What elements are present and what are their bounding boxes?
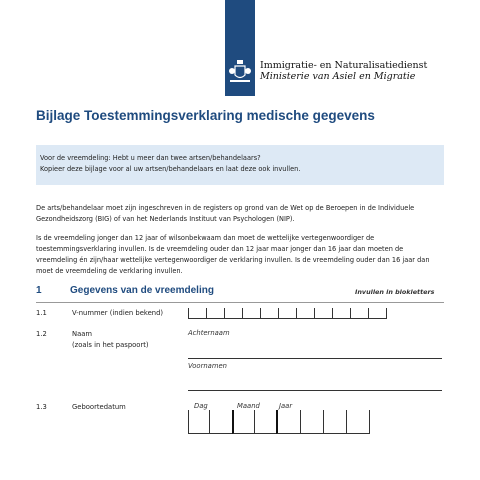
page-title: Bijlage Toestemmingsverklaring medische gegevens (36, 108, 375, 123)
section-hint: Invullen in blokletters (355, 288, 435, 296)
birth-day-box[interactable] (209, 410, 232, 434)
birth-day-box[interactable] (188, 410, 209, 434)
intro-text: vreemdeling én zijn/haar wettelijke vertegenwoordiger de verklaring invullen. Is de vreemdeling ouder dan 16 jaar dan (36, 256, 430, 264)
field-label-v-number: V-nummer (indien bekend) (72, 309, 164, 317)
field-label-name: Naam (72, 330, 93, 338)
section-title: Gegevens van de vreemdeling (70, 285, 214, 296)
field-sublabel-name: (zoals in het paspoort) (72, 341, 149, 349)
section-divider (36, 302, 444, 303)
notice-line-1: Voor de vreemdeling: Hebt u meer dan twee artsen/behandelaars? (40, 154, 261, 162)
first-names-hint: Voornamen (188, 362, 227, 370)
birth-month-box[interactable] (254, 410, 276, 434)
intro-text: De arts/behandelaar moet zijn ingeschreven in de registers op grond van de Wet op de Beroepen in de Individuele (36, 204, 415, 212)
surname-hint: Achternaam (188, 329, 230, 337)
field-number: 1.3 (36, 403, 47, 411)
intro-text: Is de vreemdeling jonger dan 12 jaar of wilsonbekwaam dan moet de wettelijke vertegenwoordiger de (36, 234, 375, 242)
intro-text: moet de vreemdeling de verklaring invullen. (36, 267, 183, 275)
intro-paragraph-1 (36, 203, 446, 225)
birth-year-box[interactable] (300, 410, 323, 434)
surname-input[interactable] (188, 358, 442, 359)
birth-month-box[interactable] (232, 410, 254, 434)
intro-paragraph-2 (36, 233, 446, 277)
intro-text: toestemmingsverklaring invullen. Is de vreemdeling ouder dan 12 jaar maar jonger dan 16 jaar dan moeten de (36, 245, 404, 253)
year-hint: Jaar (279, 402, 293, 410)
birth-year-box[interactable] (323, 410, 346, 434)
org-line-1: Immigratie- en Naturalisatiedienst (260, 60, 428, 71)
org-line-2: Ministerie van Asiel en Migratie (260, 71, 416, 82)
v-number-box[interactable] (188, 308, 206, 319)
coat-of-arms-icon (226, 58, 254, 86)
v-number-box[interactable] (332, 308, 350, 319)
v-number-box[interactable] (296, 308, 314, 319)
v-number-box[interactable] (206, 308, 224, 319)
v-number-box[interactable] (260, 308, 278, 319)
v-number-box[interactable] (278, 308, 296, 319)
v-number-box[interactable] (224, 308, 242, 319)
v-number-box[interactable] (368, 308, 387, 319)
field-number: 1.1 (36, 309, 47, 317)
section-number: 1 (36, 285, 42, 296)
v-number-input[interactable] (188, 308, 387, 319)
birthdate-input[interactable] (188, 410, 370, 434)
notice-line-2: Kopieer deze bijlage voor al uw artsen/behandelaars en laat deze ook invullen. (40, 165, 301, 173)
intro-text: Gezondheidszorg (BIG) of van het Nederlands Instituut van Psychologen (NIP). (36, 215, 295, 223)
field-label-birthdate: Geboortedatum (72, 403, 126, 411)
birth-year-box[interactable] (276, 410, 300, 434)
v-number-box[interactable] (314, 308, 332, 319)
field-number: 1.2 (36, 330, 47, 338)
v-number-box[interactable] (242, 308, 260, 319)
first-names-input[interactable] (188, 390, 442, 391)
birth-year-box[interactable] (346, 410, 370, 434)
day-hint: Dag (194, 402, 208, 410)
v-number-box[interactable] (350, 308, 368, 319)
notice-box (36, 145, 444, 185)
month-hint: Maand (237, 402, 260, 410)
organization-name (260, 60, 427, 82)
